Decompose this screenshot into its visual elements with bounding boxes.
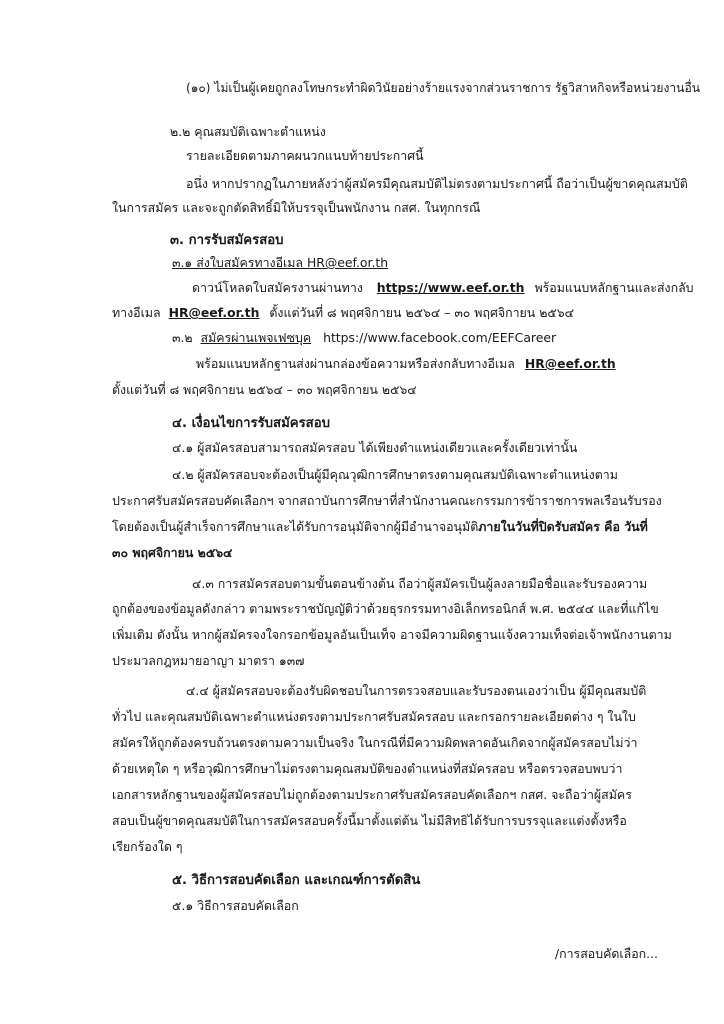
item-10: (๑๐) ไม่เป็นผู้เคยถูกลงโทษกระทำผิดวินัยอย่างร้ายแรงจากส่วนราชการ รัฐวิสาหกิจหรือหน่วยงานอื่น bbox=[186, 80, 700, 95]
eef-website-link[interactable]: https://www.eef.or.th bbox=[376, 280, 525, 295]
facebook-page-link[interactable]: https://www.facebook.com/EEFCareer bbox=[323, 330, 557, 345]
section-2-2-note-line2: ในการสมัคร และจะถูกตัดสิทธิ์มิให้บรรจุเป็นพนักงาน กสศ. ในทุกกรณี bbox=[112, 200, 481, 215]
section-4-4-line6: สอบเป็นผู้ขาดคุณสมบัติในการสมัครสอบครั้งนี้มาตั้งแต่ต้น ไม่มีสิทธิได้รับการบรรจุและแต่งตั้งหรือ bbox=[112, 813, 627, 828]
section-4-4-line1: ๔.๔ ผู้สมัครสอบจะต้องรับผิดชอบในการตรวจสอบและรับรองตนเองว่าเป็น ผู้มีคุณสมบัติ bbox=[186, 683, 647, 698]
section-3-1-text-b: พร้อมแนบหลักฐานและส่งกลับ bbox=[534, 280, 694, 295]
section-3-1-line2 bbox=[112, 303, 574, 323]
section-4-2-line1: ๔.๒ ผู้สมัครสอบจะต้องเป็นผู้มีคุณวุฒิการศึกษาตรงตามคุณสมบัติเฉพาะตำแหน่งตาม bbox=[172, 467, 618, 482]
section-3-heading: ๓. การรับสมัครสอบ bbox=[170, 233, 284, 248]
section-4-3-line1: ๔.๓ การสมัครสอบตามขั้นตอนข้างต้น ถือว่าผู้สมัครเป็นผู้ลงลายมือชื่อและรับรองความ bbox=[192, 576, 648, 591]
section-3-2-number: ๓.๒ bbox=[172, 330, 193, 345]
section-3-2-label[interactable]: สมัครผ่านเพจเฟซบุค bbox=[200, 330, 312, 345]
section-3-2-line1 bbox=[196, 354, 616, 374]
section-4-4-line3: สมัครให้ถูกต้องครบถ้วนตรงตามความเป็นจริง ในกรณีที่มีความผิดพลาดอันเกิดจากผู้สมัครสอบไม่ว่า bbox=[112, 735, 638, 750]
section-2-2-note-line1: อนึ่ง หากปรากฏในภายหลังว่าผู้สมัครมีคุณสมบัติไม่ตรงตามประกาศนี้ ถือว่าเป็นผู้ขาดคุณสมบัติ bbox=[186, 176, 688, 191]
section-4-3-line3: เพิ่มเติม ดังนั้น หากผู้สมัครจงใจกรอกข้อมูลอันเป็นเท็จ อาจมีความผิดฐานแจ้งความเท็จต่อเจ้าพนักงานตาม bbox=[112, 627, 672, 642]
section-4-4-line2: ทั่วไป และคุณสมบัติเฉพาะตำแหน่งตรงตามประกาศรับสมัครสอบ และกรอกรายละเอียดต่าง ๆ ในใบ bbox=[112, 709, 636, 724]
section-4-2-deadline: ภายในวันที่ปิดรับสมัคร คือ วันที่ bbox=[478, 519, 648, 534]
section-3-2-text: พร้อมแนบหลักฐานส่งผ่านกล่องข้อความหรือส่งกลับทางอีเมล bbox=[196, 356, 515, 371]
section-3-1-label[interactable]: ๓.๑ ส่งใบสมัครทางอีเมล HR@eef.or.th bbox=[172, 255, 389, 270]
section-4-4-line7: เรียกร้องใด ๆ bbox=[112, 839, 183, 854]
section-4-4-line5: เอกสารหลักฐานของผู้สมัครสอบไม่ถูกต้องตามประกาศรับสมัครสอบคัดเลือกฯ กสศ. จะถือว่าผู้สมัคร bbox=[112, 787, 632, 802]
section-3-1-line1 bbox=[192, 278, 694, 298]
section-5-heading: ๕. วิธีการสอบคัดเลือก และเกณฑ์การตัดสิน bbox=[172, 873, 421, 888]
section-4-2-line3 bbox=[112, 517, 648, 537]
section-3-1-dates: ตั้งแต่วันที่ ๘ พฤศจิกายน ๒๕๖๔ – ๓๐ พฤศจิกายน ๒๕๖๔ bbox=[269, 305, 575, 320]
section-5-1: ๕.๑ วิธีการสอบคัดเลือก bbox=[172, 898, 299, 913]
section-3-2-line2: ตั้งแต่วันที่ ๘ พฤศจิกายน ๒๕๖๔ – ๓๐ พฤศจิกายน ๒๕๖๔ bbox=[112, 382, 417, 397]
hr-email-link-2[interactable]: HR@eef.or.th bbox=[524, 356, 616, 371]
section-4-2-line4: ๓๐ พฤศจิกายน ๒๕๖๔ bbox=[112, 545, 233, 560]
section-4-1: ๔.๑ ผู้สมัครสอบสามารถสมัครสอบ ได้เพียงตำแหน่งเดียวและครั้งเดียวเท่านั้น bbox=[172, 440, 578, 455]
page-continuation-footer: /การสอบคัดเลือก... bbox=[554, 946, 658, 961]
section-3-1-text-a: ดาวน์โหลดใบสมัครงานผ่านทาง bbox=[192, 280, 363, 295]
section-4-heading: ๔. เงื่อนไขการรับสมัครสอบ bbox=[172, 416, 331, 431]
section-4-3-line2: ถูกต้องของข้อมูลดังกล่าว ตามพระราชบัญญัติว่าด้วยธุรกรรมทางอิเล็กทรอนิกส์ พ.ศ. ๒๕๔๔ และที่แก้ไข bbox=[112, 601, 659, 616]
section-4-2-text: โดยต้องเป็นผู้สำเร็จการศึกษาและได้รับการอนุมัติจากผู้มีอำนาจอนุมัติ bbox=[112, 519, 479, 534]
section-2-2-detail: รายละเอียดตามภาคผนวกแนบท้ายประกาศนี้ bbox=[186, 148, 424, 163]
section-3-2-line bbox=[172, 328, 556, 348]
hr-email-link[interactable]: HR@eef.or.th bbox=[168, 305, 260, 320]
section-4-2-line2: ประกาศรับสมัครสอบคัดเลือกฯ จากสถาบันการศึกษาที่สำนักงานคณะกรรมการข้าราชการพลเรือนรับรอง bbox=[112, 493, 662, 508]
section-4-4-line4: ด้วยเหตุใด ๆ หรือวุฒิการศึกษาไม่ตรงตามคุณสมบัติของตำแหน่งที่สมัครสอบ หรือตรวจสอบพบว่า bbox=[112, 761, 623, 776]
section-4-3-line4: ประมวลกฎหมายอาญา มาตรา ๑๓๗ bbox=[112, 653, 305, 668]
section-3-1-email-prefix: ทางอีเมล bbox=[112, 305, 161, 320]
section-2-2-heading: ๒.๒ คุณสมบัติเฉพาะตำแหน่ง bbox=[170, 124, 326, 139]
